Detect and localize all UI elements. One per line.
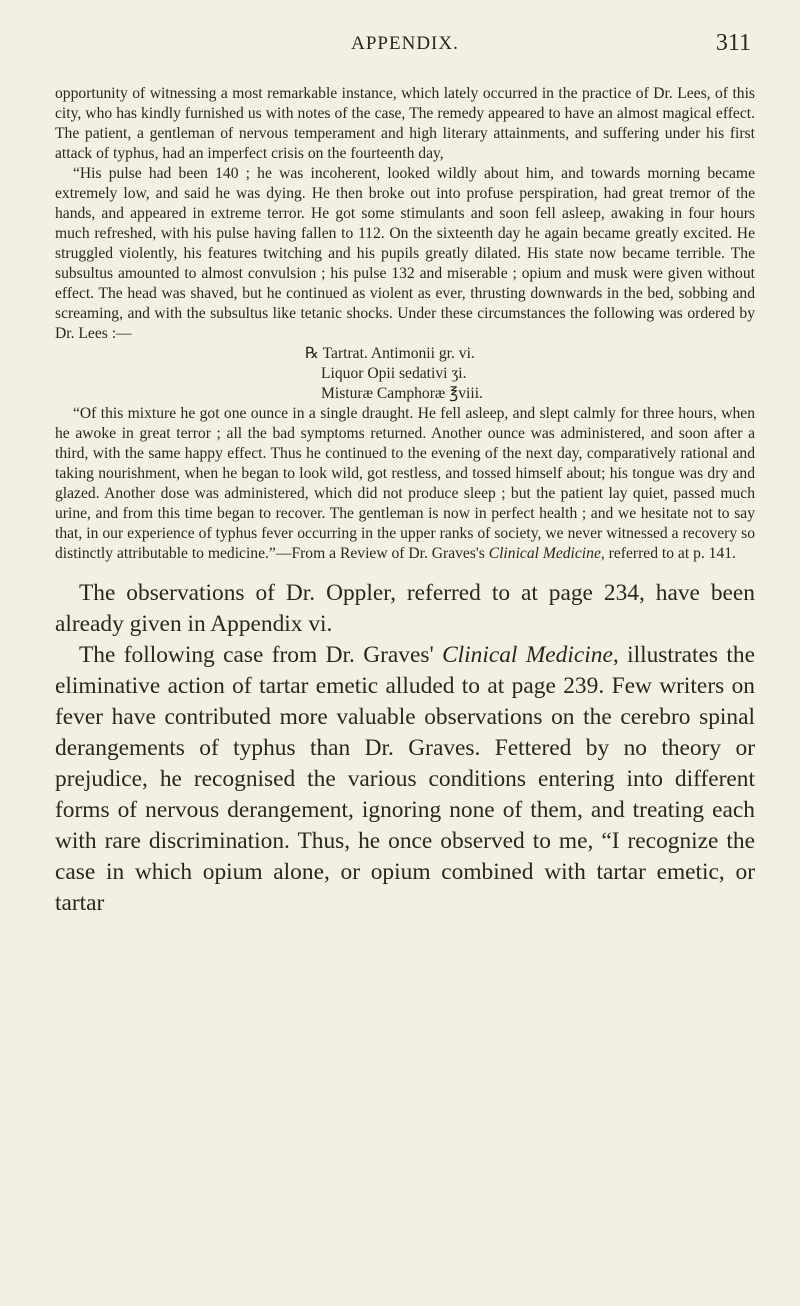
quote-paragraph-3-text: “Of this mixture he got one ounce in a single draught. He fell asleep, and slept calmly for three hours, when he awoke in great terror ; all the bad symptoms returned. Another ounce was administered, and soon after a third, with the same happy effect. Thus he continued to the evening of the next day, comparatively rational and taking nourishment, when he began to look wild, got restless, and tossed himself about; his tongue was dry and glazed. Another dose was administered, which did not produce sleep ; but the patient lay quiet, passed much urine, and from this time began to recover. The gentleman is now in perfect health ; and we hesitate not to say that, in our experience of typhus fever occurring in the upper ranks of society, we never witnessed a recovery so distinctly attributable to medicine.”—From a Review of Dr. Graves's	[55, 405, 755, 562]
prescription-line: ℞ Tartrat. Antimonii gr. vi.	[305, 345, 475, 362]
main-text	[55, 578, 755, 919]
book-page	[55, 0, 755, 919]
running-title: APPENDIX.	[351, 33, 459, 54]
quote-paragraph-2: “His pulse had been 140 ; he was incoherent, looked wildly about him, and towards morning became extremely low, and said he was dying. He then broke out into profuse perspiration, had great tremor of the hands, and appeared in extreme terror. He got some stimulants and soon fell asleep, awaking in four hours much refreshed, with his pulse having fallen to 112. On the sixteenth day he again became greatly excited. He struggled violently, his features twitching and his pupils greatly dilated. His state now became terrible. The subsultus amounted to almost convulsion ; his pulse 132 and miserable ; opium and musk were given without effect. The head was shaved, but he continued as violent as ever, thrusting downwards in the bed, sobbing and screaming, and with the subsultus like tetanic shocks. Under these circumstances the following was ordered by Dr. Lees :—	[55, 165, 755, 342]
body-paragraph-1: The observations of Dr. Oppler, referred to at page 234, have been already given in Appendix vi.	[55, 580, 755, 637]
body-paragraph-2-end: , illustrates the eliminative action of tartar emetic alluded to at page 239. Few writers on fever have contributed more valuable observations on the cerebro spinal derangements of typhus than Dr. Graves. Fettered by no theory or prejudice, he recognised the various conditions entering into different forms of nervous derangement, ignoring none of them, and treating each with rare discrimination. Thus, he once observed to me, “I recognize the case in which opium alone, or opium combined with tartar emetic, or tartar	[55, 642, 755, 916]
book-title: Clinical Medicine	[442, 642, 613, 668]
book-title: Clinical Medicine	[488, 545, 601, 562]
running-head	[55, 28, 755, 68]
quoted-case-report	[55, 84, 755, 344]
page-number: 311	[715, 30, 751, 56]
quote-paragraph-1: opportunity of witnessing a most remarkable instance, which lately occurred in the practice of Dr. Lees, of this city, who has kindly furnished us with notes of the case, The remedy appeared to have an almost magical effect. The patient, a gentleman of nervous temperament and high literary attainments, and suffering under his first attack of typhus, had an imperfect crisis on the fourteenth day,	[55, 85, 755, 162]
quote-paragraph-3-end: , referred to at p. 141.	[600, 545, 736, 562]
prescription-line: Liquor Opii sedativi ʒi.	[321, 365, 467, 382]
body-paragraph-2-text: The following case from Dr. Graves'	[79, 642, 443, 668]
quote-paragraph-3	[55, 404, 755, 564]
body-paragraph-2	[55, 640, 755, 919]
prescription-line: Misturæ Camphoræ ℥viii.	[321, 385, 483, 402]
prescription	[305, 344, 755, 404]
quoted-case-continuation	[55, 404, 755, 564]
